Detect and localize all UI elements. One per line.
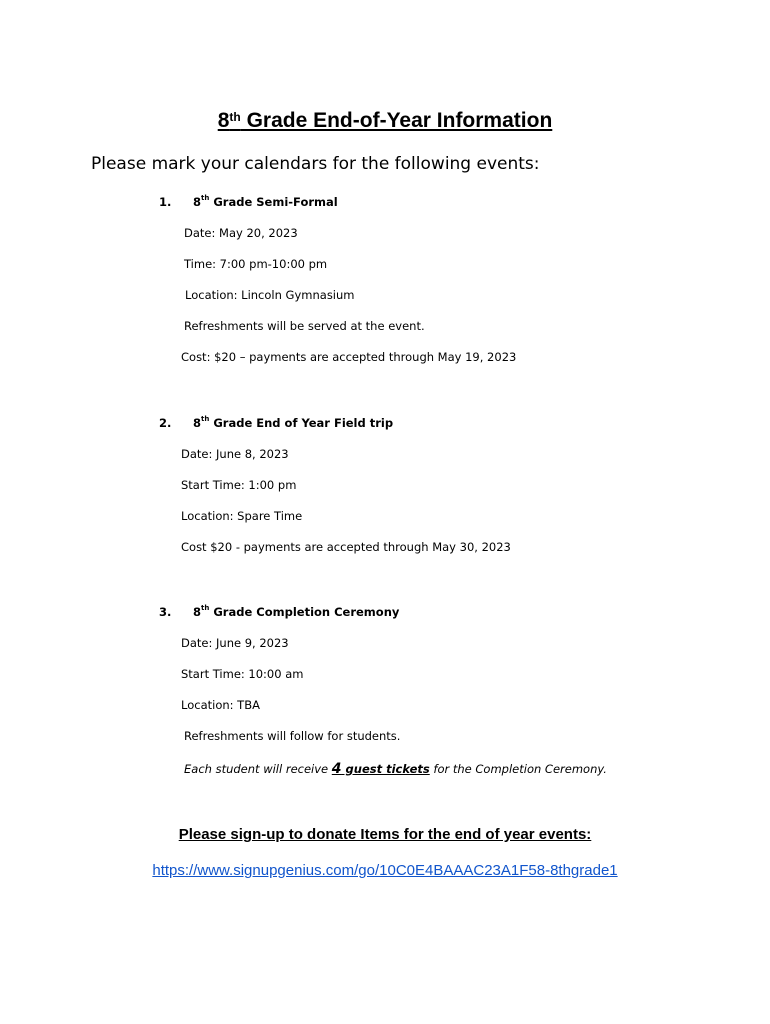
signup-link[interactable]: https://www.signupgenius.com/go/10C0E4BAAAC23A1F58-8thgrade1	[152, 862, 618, 879]
event-3-location: Location: TBA	[181, 698, 260, 712]
tickets-guest-label: guest tickets	[341, 762, 430, 776]
event-3-refreshments: Refreshments will follow for students.	[184, 729, 401, 743]
event-1-title	[193, 195, 338, 209]
event-3-title	[193, 605, 399, 619]
event-2-title-prefix: 8	[193, 416, 202, 430]
event-3-start-time: Start Time: 10:00 am	[181, 667, 304, 681]
event-2-location: Location: Spare Time	[181, 509, 303, 523]
event-1-time: Time: 7:00 pm-10:00 pm	[184, 257, 328, 271]
event-1-cost: Cost: $20 – payments are accepted through May 19, 2023	[181, 350, 517, 364]
page-title	[0, 109, 770, 133]
signup-heading: Please sign-up to donate Items for the end of year events:	[178, 826, 592, 843]
event-3-number: 3.	[159, 605, 172, 619]
title-superscript: th	[229, 110, 241, 124]
event-3-title-prefix: 8	[193, 605, 202, 619]
event-1-number: 1.	[159, 195, 172, 209]
event-3-date: Date: June 9, 2023	[181, 636, 289, 650]
event-2-cost: Cost $20 - payments are accepted through May 30, 2023	[181, 540, 511, 554]
event-1-title-rest: Grade Semi-Formal	[209, 195, 338, 209]
title-prefix: 8	[217, 109, 230, 132]
event-1-date: Date: May 20, 2023	[184, 226, 298, 240]
event-2-title-rest: Grade End of Year Field trip	[209, 416, 394, 430]
event-3-tickets-note	[184, 761, 607, 777]
tickets-note-before: Each student will receive	[184, 762, 332, 776]
event-2-date: Date: June 8, 2023	[181, 447, 289, 461]
event-2-title	[193, 416, 393, 430]
tickets-note-after: for the Completion Ceremony.	[429, 762, 607, 776]
event-3-title-rest: Grade Completion Ceremony	[209, 605, 400, 619]
event-2-number: 2.	[159, 416, 172, 430]
event-1-refreshments: Refreshments will be served at the event.	[184, 319, 425, 333]
tickets-count: 4	[331, 761, 342, 777]
event-2-start-time: Start Time: 1:00 pm	[181, 478, 297, 492]
intro-text: Please mark your calendars for the following events:	[91, 154, 540, 174]
event-1-location: Location: Lincoln Gymnasium	[185, 288, 355, 302]
title-text: Grade End-of-Year Information	[240, 109, 553, 132]
event-1-title-sup: th	[201, 194, 210, 202]
event-2-title-sup: th	[201, 415, 210, 423]
event-3-title-sup: th	[201, 604, 210, 612]
event-1-title-prefix: 8	[193, 195, 202, 209]
